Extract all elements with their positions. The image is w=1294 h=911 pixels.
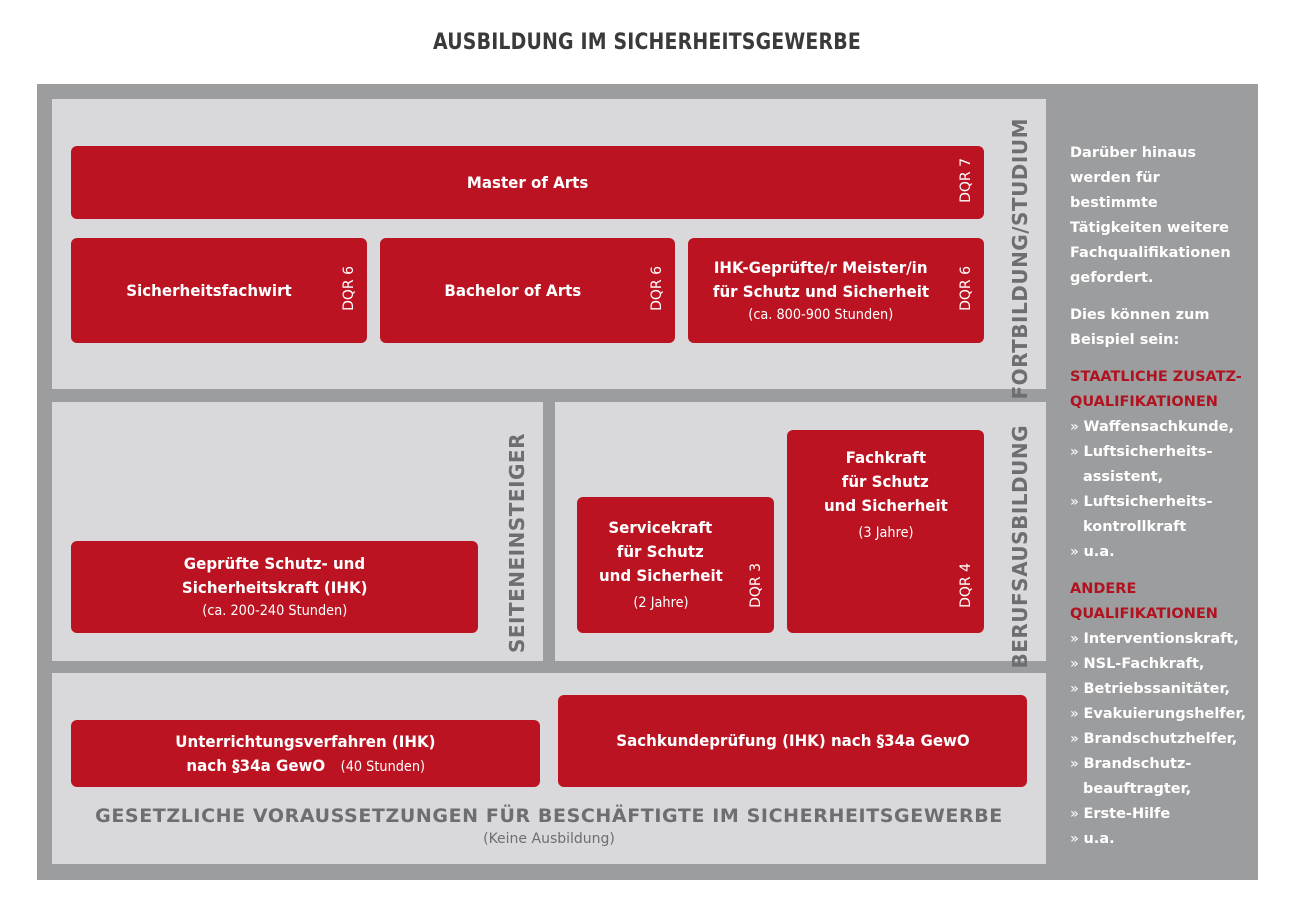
diagram-title: AUSBILDUNG IM SICHERHEITSGEWERBE — [433, 30, 861, 55]
list-item: » Waffensachkunde, — [1070, 415, 1250, 440]
list-item: » u.a. — [1070, 827, 1250, 852]
box-title-line2: nach §34a GewO — [186, 755, 326, 775]
section-label-berufsausbildung: BERUFSAUSBILDUNG — [1008, 425, 1032, 669]
box-title-line2: für Schutz — [616, 542, 705, 561]
box-title-line3: und Sicherheit — [823, 496, 948, 515]
list-item: » Brandschutzhelfer, — [1070, 727, 1250, 752]
box-title: Master of Arts — [466, 172, 589, 192]
box-unterrichtungsverfahren — [71, 720, 540, 787]
box-title: Sachkundeprüfung (IHK) nach §34a GewO — [615, 731, 970, 750]
box-title-line1: Servicekraft — [608, 518, 713, 537]
box-title-line2: für Schutz — [841, 472, 930, 491]
box-title: Sicherheitsfachwirt — [126, 280, 292, 300]
list-item: » Luftsicherheits-assistent, — [1070, 440, 1250, 490]
list-item: » Evakuierungshelfer, — [1070, 702, 1250, 727]
section-label-seiteneinsteiger: SEITENEINSTEIGER — [505, 433, 529, 654]
list-item: » NSL-Fachkraft, — [1070, 652, 1250, 677]
section-label-gesetzlich: GESETZLICHE VORAUSSETZUNGEN FÜR BESCHÄFTIGTE IM SICHERHEITSGEWERBE — [95, 805, 1003, 827]
box-subtitle: (3 Jahre) — [857, 525, 914, 541]
box-title-line1: Fachkraft — [845, 448, 926, 467]
list-item: » Erste-Hilfe — [1070, 802, 1250, 827]
box-title-line2: für Schutz und Sicherheit — [712, 281, 930, 301]
sidebar-intro: Darüber hinaus werden für bestimmte Tätigkeiten weitere Fachqualifikationen gefordert. — [1070, 145, 1231, 286]
box-servicekraft — [577, 497, 774, 633]
sidebar-intro2: Dies können zum Beispiel sein: — [1070, 307, 1210, 348]
dqr-badge: DQR 6 — [341, 266, 357, 311]
sidebar-additional-qualifications — [1070, 141, 1250, 864]
box-gepruefte-schutz-sicherheitskraft — [71, 541, 478, 633]
sidebar-heading-staatliche: STAATLICHE ZUSATZ-QUALIFIKATIONEN — [1070, 369, 1242, 410]
box-title-line1: Unterrichtungsverfahren (IHK) — [175, 731, 436, 751]
box-title-line1: Geprüfte Schutz- und — [183, 554, 366, 573]
sidebar-list-staatliche — [1070, 415, 1250, 565]
box-sicherheitsfachwirt — [71, 238, 367, 343]
box-title: Bachelor of Arts — [444, 280, 581, 300]
box-subtitle: (40 Stunden) — [341, 758, 426, 775]
box-title-line3: und Sicherheit — [598, 566, 723, 585]
box-sachkundepruefung — [558, 695, 1027, 787]
box-subtitle: (ca. 800-900 Stunden) — [748, 306, 894, 323]
box-ihk-meister — [688, 238, 984, 343]
list-item: » Brandschutz-beauftragter, — [1070, 752, 1250, 802]
section-sublabel-gesetzlich: (Keine Ausbildung) — [483, 831, 615, 847]
list-item: » Luftsicherheits-kontrollkraft — [1070, 490, 1250, 540]
sidebar-heading-andere: ANDERE QUALIFIKATIONEN — [1070, 581, 1218, 622]
box-fachkraft — [787, 430, 984, 633]
box-title-line2: Sicherheitskraft (IHK) — [181, 578, 368, 597]
box-subtitle: (2 Jahre) — [632, 595, 689, 611]
box-subtitle: (ca. 200-240 Stunden) — [202, 603, 347, 619]
list-item: » Interventionskraft, — [1070, 627, 1250, 652]
dqr-badge: DQR 4 — [958, 563, 974, 608]
list-item: » u.a. — [1070, 540, 1250, 565]
dqr-badge: DQR 6 — [958, 266, 974, 311]
section-label-fortbildung: FORTBILDUNG/STUDIUM — [1008, 118, 1032, 400]
dqr-badge: DQR 3 — [748, 563, 764, 608]
list-item: » Betriebssanitäter, — [1070, 677, 1250, 702]
box-master-of-arts — [71, 146, 984, 219]
dqr-badge: DQR 6 — [649, 266, 665, 311]
box-bachelor-of-arts — [380, 238, 675, 343]
box-title-line1: IHK-Geprüfte/r Meister/in — [714, 257, 928, 277]
sidebar-list-andere — [1070, 627, 1250, 852]
dqr-badge: DQR 7 — [958, 158, 974, 203]
